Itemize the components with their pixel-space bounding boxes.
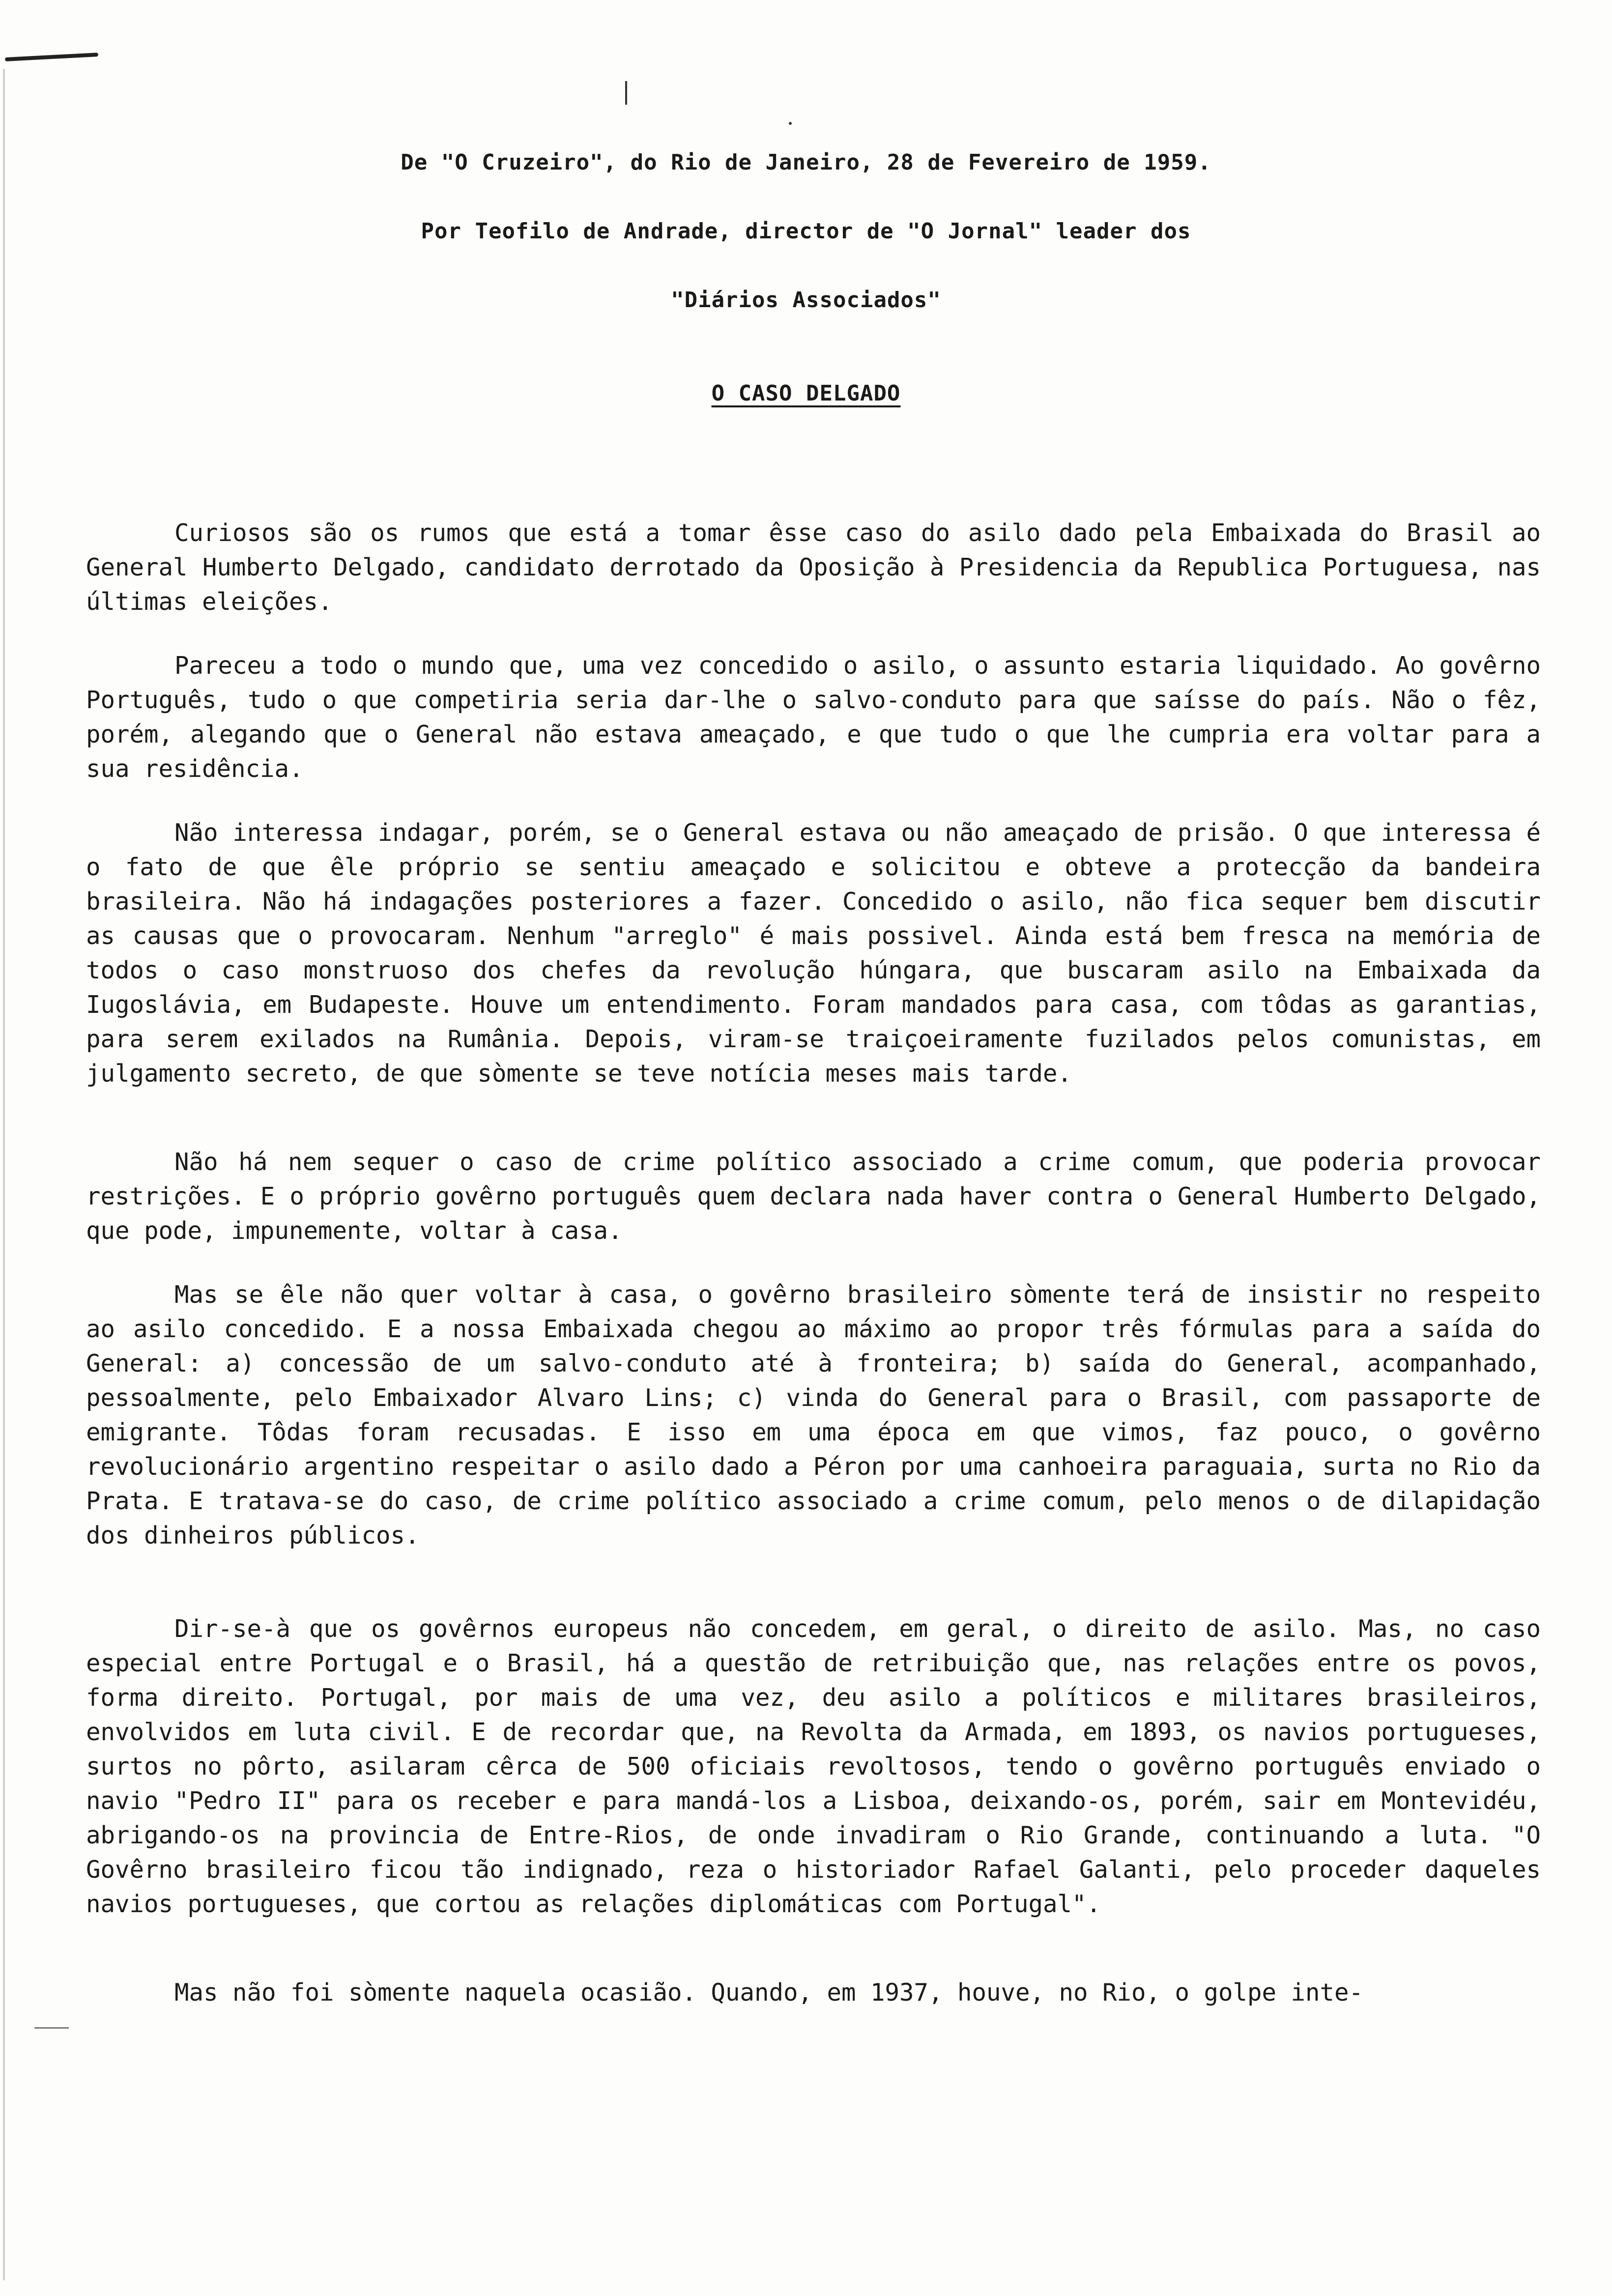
page-title: O CASO DELGADO — [711, 381, 901, 406]
body-paragraph: Mas não foi sòmente naquela ocasião. Quando, em 1937, houve, no Rio, o golpe inte- — [174, 1979, 1364, 2007]
body-paragraph: Curiosos são os rumos que está a tomar êsse caso do asilo dado pela Embaixada do Brasil ao General Humberto Delgado, candidato derrotado da Oposição à Presidencia da Republica Portuguesa, nas últimas eleições. — [86, 519, 1541, 616]
header-source-line: De "O Cruzeiro", do Rio de Janeiro, 28 de Fevereiro de 1959. — [401, 150, 1211, 175]
body-paragraph: Mas se êle não quer voltar à casa, o govêrno brasileiro sòmente terá de insistir no respeito ao asilo concedido. E a nossa Embaixada chegou ao máximo ao propor três fórmulas para a saída do General: a) concessão de um salvo-conduto até à fronteira; b) saída do General, acompanhado, pessoalmente, pelo Embaixador Alvaro Lins; c) vinda do General para o Brasil, com passaporte de emigrante. Tôdas foram recusadas. E isso em uma época em que vimos, faz pouco, o govêrno revolucionário argentino respeitar o asilo dado a Péron por uma canhoeira paraguaia, surta no Rio da Prata. E tratava-se do caso, de crime político associado a crime comum, pelo menos o de dilapidação dos dinheiros públicos. — [86, 1281, 1541, 1550]
body-paragraph: Dir-se-à que os govêrnos europeus não concedem, em geral, o direito de asilo. Mas, no caso especial entre Portugal e o Brasil, há a questão de retribuição que, nas relações entre os povos, forma direito. Portugal, por mais de uma vez, deu asilo a políticos e militares brasileiros, envolvidos em luta civil. E de recordar que, na Revolta da Armada, em 1893, os navios portugueses, surtos no pôrto, asilaram cêrca de 500 oficiais revoltosos, tendo o govêrno português enviado o navio "Pedro II" para os receber e para mandá-los a Lisboa, deixando-os, porém, sair em Montevidéu, abrigando-os na provincia de Entre-Rios, de onde invadiram o Rio Grande, continuando a luta. "O Govêrno brasileiro ficou tão indignado, reza o historiador Rafael Galanti, pelo proceder daqueles navios portugueses, que cortou as relações diplomáticas com Portugal". — [86, 1615, 1541, 1918]
header-publication-line: "Diários Associados" — [671, 287, 941, 313]
scan-dash-mark — [34, 2027, 69, 2029]
body-paragraph: Não interessa indagar, porém, se o General estava ou não ameaçado de prisão. O que interessa é o fato de que êle próprio se sentiu ameaçado e solicitou e obteve a protecção da bandeira brasileira. Não há indagações posteriores a fazer. Concedido o asilo, não fica sequer bem discutir as causas que o provocaram. Nenhum "arreglo" é mais possivel. Ainda está bem fresca na memória de todos o caso monstruoso dos chefes da revolução húngara, que buscaram asilo na Embaixada da Iugoslávia, em Budapeste. Houve um entendimento. Foram mandados para casa, com tôdas as garantias, para serem exilados na Rumânia. Depois, viram-se traiçoeiramente fuzilados pelos comunistas, em julgamento secreto, de que sòmente se teve notícia meses mais tarde. — [86, 819, 1541, 1088]
scan-edge-mark — [5, 53, 98, 61]
header-author-line: Por Teofilo de Andrade, director de "O Jornal" leader dos — [421, 219, 1191, 244]
body-paragraph: Pareceu a todo o mundo que, uma vez concedido o asilo, o assunto estaria liquidado. Ao govêrno Português, tudo o que competiria seria dar-lhe o salvo-conduto para que saísse do país. Não o fêz, porém, alegando que o General não estava ameaçado, e que tudo o que lhe cumpria era voltar para a sua residência. — [86, 652, 1541, 783]
body-paragraph: Não há nem sequer o caso de crime político associado a crime comum, que poderia provocar restrições. E o próprio govêrno português quem declara nada haver contra o General Humberto Delgado, que pode, impunemente, voltar à casa. — [86, 1148, 1541, 1245]
scan-tick-mark — [625, 81, 627, 105]
scan-dot-mark — [789, 122, 792, 125]
